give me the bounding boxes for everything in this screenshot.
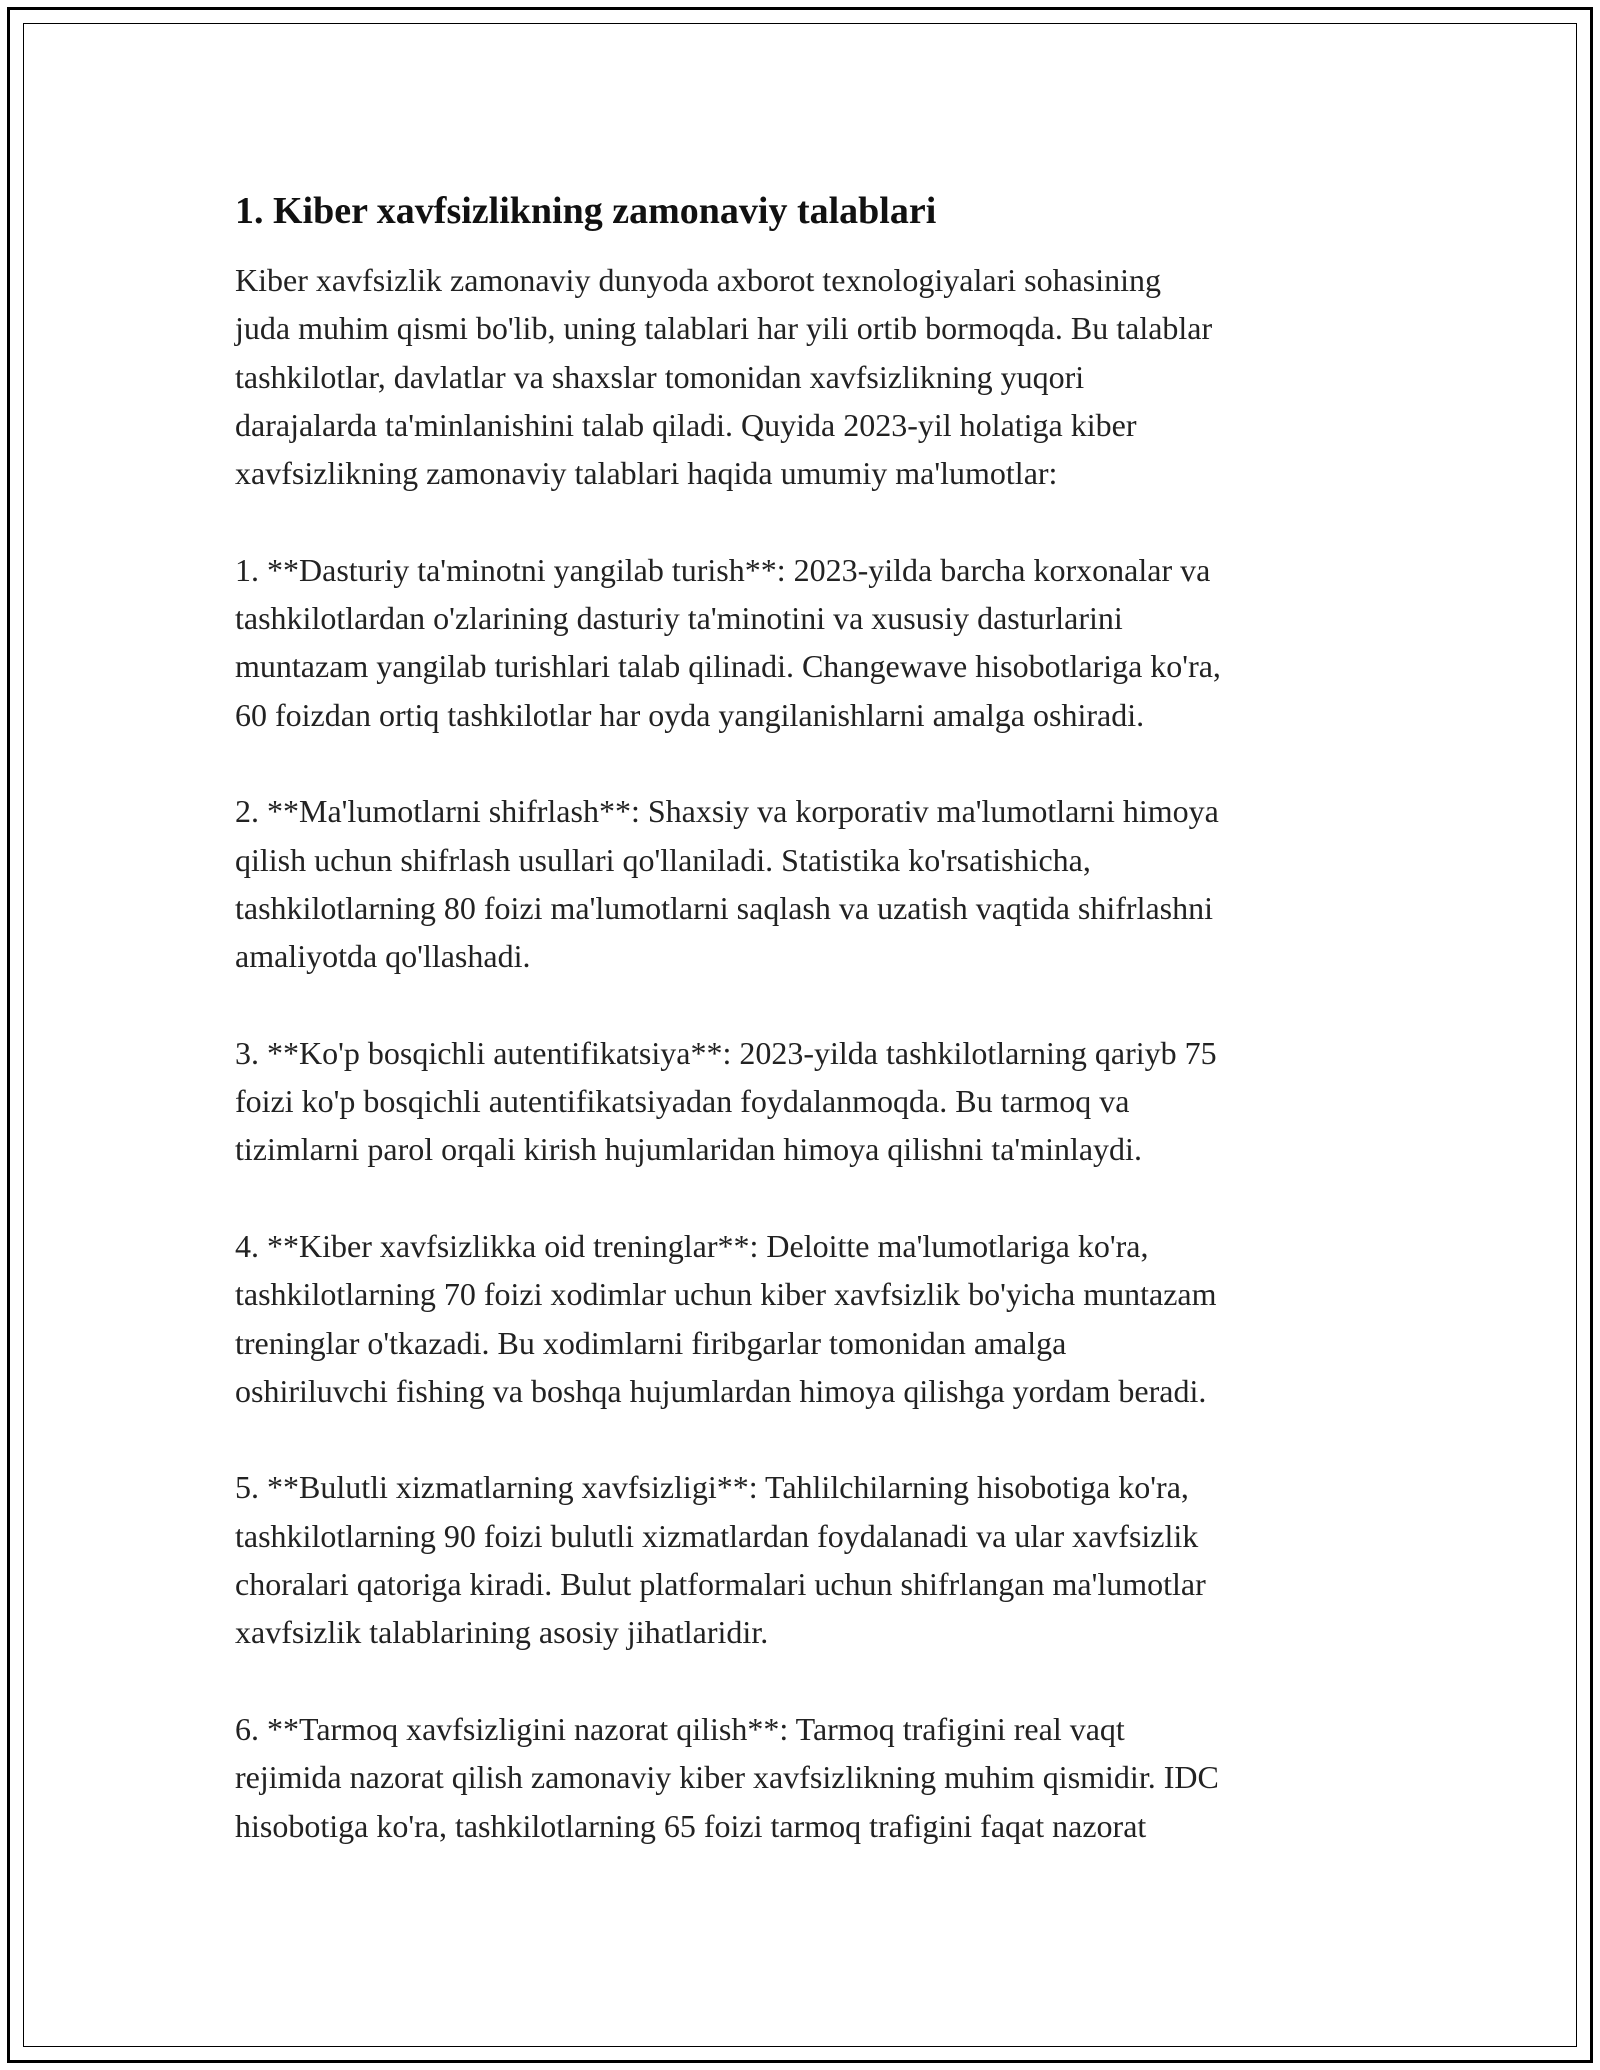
intro-line: tashkilotlar, davlatlar va shaxslar tomonidan xavfsizlikning yuqori xyxy=(235,358,1085,395)
list-item-data-encryption xyxy=(235,787,1375,980)
item-line: tashkilotlarning 90 foizi bulutli xizmatlardan foydalanadi va ular xavfsizlik xyxy=(235,1517,1199,1554)
item-line: foizi ko'p bosqichli autentifikatsiyadan foydalanmoqda. Bu tarmoq va xyxy=(235,1083,1130,1120)
document-body xyxy=(235,186,1375,1898)
item-line: rejimida nazorat qilish zamonaviy kiber xavfsizlikning muhim qismidir. IDC xyxy=(235,1759,1219,1796)
intro-line: juda muhim qismi bo'lib, uning talablari har yili ortib bormoqda. Bu talablar xyxy=(235,310,1213,347)
list-item-network-monitoring xyxy=(235,1705,1375,1850)
list-item-multifactor-auth xyxy=(235,1029,1375,1174)
intro-line: darajalarda ta'minlanishini talab qiladi. Quyida 2023-yil holatiga kiber xyxy=(235,406,1137,443)
list-item-security-training xyxy=(235,1222,1375,1415)
item-line: tashkilotlardan o'zlarining dasturiy ta'minotini va xususiy dasturlarini xyxy=(235,600,1123,637)
item-line: muntazam yangilab turishlari talab qilinadi. Changewave hisobotlariga ko'ra, xyxy=(235,648,1221,685)
item-line: qilish uchun shifrlash usullari qo'llaniladi. Statistika ko'rsatishicha, xyxy=(235,841,1091,878)
item-line: choralari qatoriga kiradi. Bulut platformalari uchun shifrlangan ma'lumotlar xyxy=(235,1566,1206,1603)
item-line: amaliyotda qo'llashadi. xyxy=(235,938,531,975)
list-item-cloud-security xyxy=(235,1463,1375,1656)
item-line: 60 foizdan ortiq tashkilotlar har oyda yangilanishlarni amalga oshiradi. xyxy=(235,696,1145,733)
item-line: 6. **Tarmoq xavfsizligini nazorat qilish**: Tarmoq trafigini real vaqt xyxy=(235,1710,1125,1747)
intro-line: Kiber xavfsizlik zamonaviy dunyoda axborot texnologiyalari sohasining xyxy=(235,262,1161,298)
item-line: tizimlarni parol orqali kirish hujumlaridan himoya qilishni ta'minlaydi. xyxy=(235,1131,1142,1168)
item-line: tashkilotlarning 80 foizi ma'lumotlarni saqlash va uzatish vaqtida shifrlashni xyxy=(235,889,1213,926)
item-line: tashkilotlarning 70 foizi xodimlar uchun kiber xavfsizlik bo'yicha muntazam xyxy=(235,1276,1217,1313)
item-line: oshiriluvchi fishing va boshqa hujumlardan himoya qilishga yordam beradi. xyxy=(235,1372,1207,1409)
item-line: hisobotiga ko'ra, tashkilotlarning 65 foizi tarmoq trafigini faqat nazorat xyxy=(235,1807,1147,1844)
item-line: xavfsizlik talablarining asosiy jihatlaridir. xyxy=(235,1614,769,1651)
item-line: 5. **Bulutli xizmatlarning xavfsizligi**: Tahlilchilarning hisobotiga ko'ra, xyxy=(235,1469,1189,1506)
item-line: 4. **Kiber xavfsizlikka oid treninglar**: Deloitte ma'lumotlariga ko'ra, xyxy=(235,1227,1149,1264)
item-line: treninglar o'tkazadi. Bu xodimlarni firibgarlar tomonidan amalga xyxy=(235,1324,1067,1361)
document-title: 1. Kiber xavfsizlikning zamonaviy talablari xyxy=(235,190,937,232)
intro-line: xavfsizlikning zamonaviy talablari haqida umumiy ma'lumotlar: xyxy=(235,455,1058,492)
list-item-software-updates xyxy=(235,546,1375,739)
item-line: 2. **Ma'lumotlarni shifrlash**: Shaxsiy va korporativ ma'lumotlarni himoya xyxy=(235,793,1219,830)
intro-paragraph xyxy=(235,256,1350,497)
item-line: 1. **Dasturiy ta'minotni yangilab turish**: 2023-yilda barcha korxonalar va xyxy=(235,551,1211,588)
item-line: 3. **Ko'p bosqichli autentifikatsiya**: 2023-yilda tashkilotlarning qariyb 75 xyxy=(235,1034,1217,1071)
